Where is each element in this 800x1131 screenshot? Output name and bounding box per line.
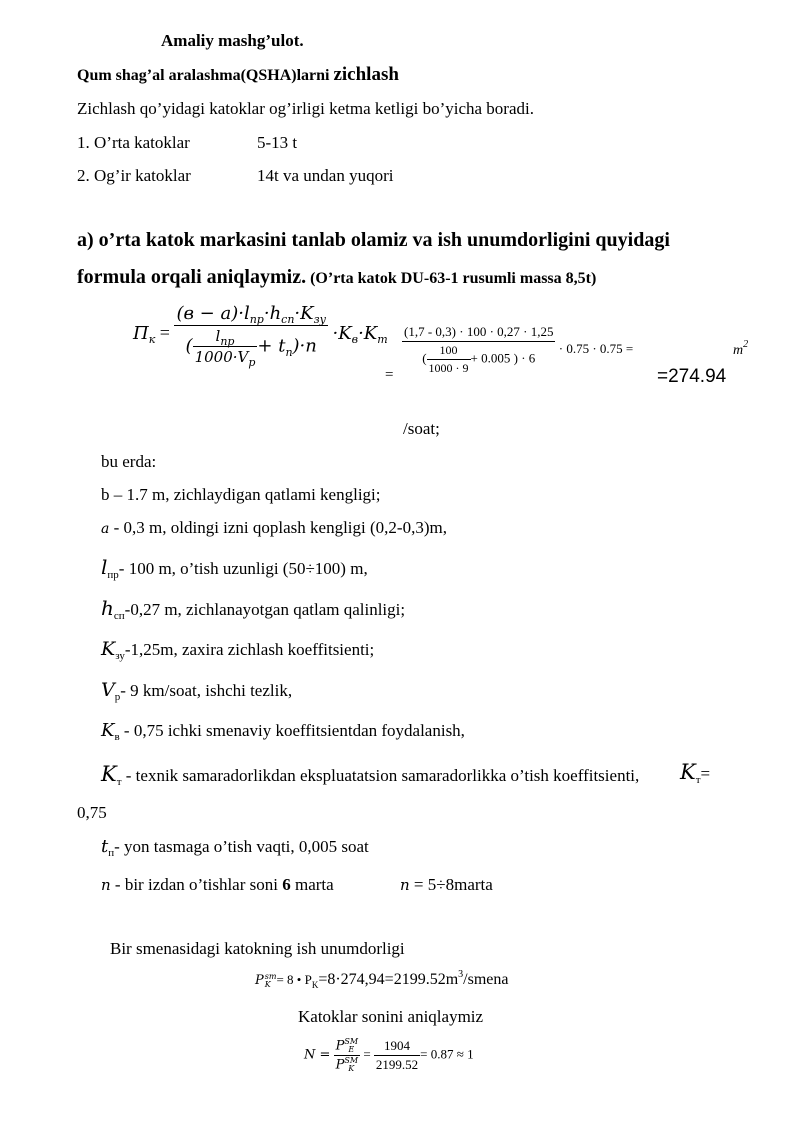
formula-numerator: $(в - а)\cdot l_{пр}\cdot h_{сп}\cdot K_{зу}$ bbox=[176, 303, 326, 326]
substitution-denominator: ( $\frac{100}{1000 \cdot 9}$ + 0.005 ) · 6 bbox=[402, 341, 555, 376]
definition-tp: $t_п-$ yon tasmaga o’tish vaqti, 0,005 soat bbox=[101, 836, 369, 859]
list-item-value: 5-13 t bbox=[257, 133, 298, 152]
substitution-eq: = bbox=[385, 367, 394, 383]
subtitle-part2: zichlash bbox=[333, 64, 399, 85]
substitution-numerator: (1,7 - 0,3) · 100 · 0,27 · 1,25 bbox=[404, 324, 554, 339]
substitution-formula bbox=[402, 324, 633, 376]
definition-item: $h_{сп}-0,27$ m, zichlanayotgan qatlam qalinligi; bbox=[101, 596, 406, 622]
count-result: = 0.87 ≈ 1 bbox=[420, 1046, 474, 1062]
katok-name: 1. O’rta katoklar bbox=[77, 133, 190, 152]
definition-kt-right: $K_т=$ bbox=[680, 760, 711, 786]
list-item bbox=[77, 166, 191, 186]
definition-n-range: n = 5÷8marta bbox=[400, 875, 493, 894]
page-subtitle bbox=[77, 64, 399, 86]
definition-item: $l_{пр}-$ 100 m, o’tish uzunligi (50÷100) m, bbox=[101, 555, 368, 581]
count-eq: = bbox=[363, 1046, 371, 1062]
smena-p-symbol: P sm K bbox=[255, 971, 277, 989]
definition-item: $V_р-$ 9 km/soat, ishchi tezlik, bbox=[101, 679, 293, 703]
subtitle-part1: Qum shag’al aralashma(QSHA)larni bbox=[77, 67, 334, 84]
definition-item: b – 1.7 m, zichlaydigan qatlami kengligi; bbox=[101, 485, 381, 504]
count-fraction-symbolic: P SM E P SM K bbox=[335, 1037, 359, 1073]
formula-inner-fraction: $\frac{l_{пр}}{1000\cdot V_р}$ bbox=[194, 327, 256, 369]
count-heading: Katoklar sonini aniqlaymiz bbox=[298, 1007, 484, 1026]
formula-unit: $m^2$ bbox=[733, 339, 749, 358]
section-a-line1: a) o’rta katok markasini tanlab olamiz va ish unumdorligini quyidagi bbox=[77, 229, 670, 251]
substitution-fraction bbox=[402, 324, 555, 376]
count-fraction-values: $\frac{1904}{2199.52}$ bbox=[375, 1038, 419, 1072]
bu-erda-label: bu erda: bbox=[101, 452, 157, 471]
substitution-tail: · 0.75 · 0.75 = bbox=[558, 340, 634, 356]
formula-eq: = bbox=[159, 322, 170, 343]
definition-kt: $K_т$ - texnik samaradorlikdan ekspluatatsion samaradorlikka o’tish koeffitsienti, bbox=[101, 762, 640, 788]
katok-name: 2. Og’ir katoklar bbox=[77, 166, 191, 185]
section-a-bold: formula orqali aniqlaymiz. bbox=[77, 266, 307, 288]
page-title: Amaliy mashg’ulot. bbox=[161, 31, 304, 50]
formula-unit-tail: /soat; bbox=[403, 419, 440, 438]
formula-fraction bbox=[174, 303, 328, 369]
formula-multipliers: $\cdot K_в\cdot K_т$ bbox=[332, 322, 388, 346]
formula-lhs: $П_к$ bbox=[133, 322, 156, 346]
section-a-line2 bbox=[77, 266, 596, 289]
definition-item: $K_в - 0,75$ ichki smenaviy koeffitsientdan foydalanish, bbox=[101, 720, 465, 743]
smena-formula: P sm K = 8 • $P_K=8\cdot 274,94=2199.52m^3$/smena bbox=[255, 969, 509, 990]
definition-item: а - 0,3 m, oldingi izni qoplash kengligi (0,2-0,3)m, bbox=[101, 518, 447, 537]
section-a-note: (O’rta katok DU-63-1 rusumli massa 8,5t) bbox=[306, 270, 597, 287]
definition-item: $K_{зу}-1,25m$, zaxira zichlash koeffitsienti; bbox=[101, 638, 375, 662]
definition-kt-value: 0,75 bbox=[77, 803, 107, 822]
list-item-value: 14t va undan yuqori bbox=[257, 166, 394, 185]
main-formula bbox=[133, 303, 388, 369]
substitution-inner-fraction: $\frac{100}{1000 \cdot 9}$ bbox=[428, 343, 469, 375]
list-item bbox=[77, 133, 190, 153]
formula-result: =274.94 bbox=[657, 366, 727, 387]
count-n: N = bbox=[304, 1047, 331, 1063]
smena-heading: Bir smenasidagi katokning ish unumdorligi bbox=[110, 939, 405, 958]
intro-text: Zichlash qo’yidagi katoklar og’irligi ketma ketligi bo’yicha boradi. bbox=[77, 99, 534, 118]
formula-denominator: ( $\frac{l_{пр}}{1000\cdot V_р}$ + $t_п)\cdot n$ bbox=[174, 325, 328, 366]
definition-n: n - bir izdan o’tishlar soni 6 marta bbox=[101, 875, 334, 894]
count-formula bbox=[304, 1038, 474, 1073]
